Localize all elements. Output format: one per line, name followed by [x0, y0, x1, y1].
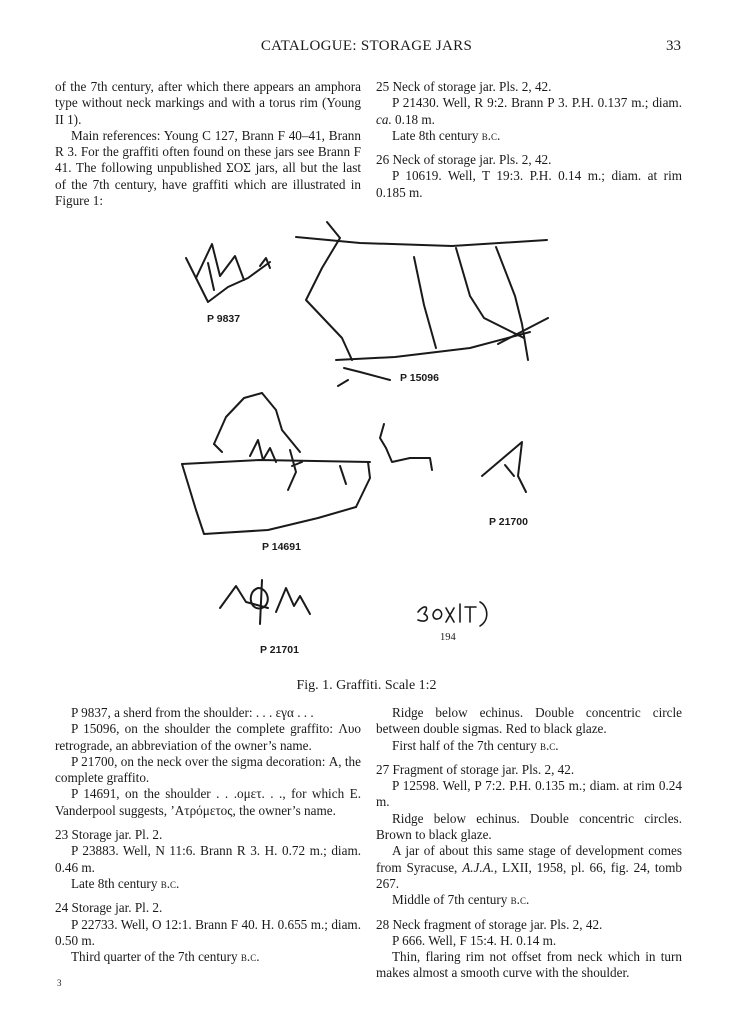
signature-mark: 3: [57, 978, 62, 988]
label-p14691: P 14691: [262, 541, 301, 553]
entry-28-body: P 666. Well, F 15:4. H. 0.14 m.: [392, 932, 557, 948]
sherd-edge-fragment: [380, 424, 432, 470]
label-p21700: P 21700: [489, 516, 528, 528]
sherd-p21701-drawing: [220, 580, 310, 624]
sherd-p9837-drawing: [186, 244, 270, 302]
entry-28-description: Thin, flaring rim not offset from neck which in turn makes almost a smooth curve with the shoulder.: [376, 949, 682, 981]
inscription-194-drawing: [418, 602, 487, 626]
right-column-top: [376, 79, 682, 201]
entry-27-body: P 12598. Well, P 7:2. P.H. 0.135 m.; diam. at rim 0.24 m.: [376, 778, 682, 810]
entry-26-body: P 10619. Well, T 19:3. P.H. 0.14 m.; diam. at rim 0.185 m.: [376, 168, 682, 200]
sherd-p21700-drawing: [482, 442, 526, 492]
paragraph-continuation: of the 7th century, after which there appears an amphora type without neck markings and with a torus rim (Young II 1).: [55, 79, 361, 127]
page-header: [0, 38, 733, 60]
entry-25-title: 25 Neck of storage jar. Pls. 2, 42.: [376, 79, 552, 94]
entry-26-title: 26 Neck of storage jar. Pls. 2, 42.: [376, 152, 552, 168]
sherd-p15096-drawing: [296, 222, 548, 386]
graffito-p9837: P 9837, a sherd from the shoulder: . . . εγα . . .: [71, 705, 314, 720]
entry-26-date: First half of the 7th century b.c.: [392, 737, 559, 753]
entry-27-date: Middle of 7th century b.c.: [392, 892, 530, 908]
figure-caption: Fig. 1. Graffiti. Scale 1:2: [296, 678, 437, 693]
page-number: 33: [666, 38, 681, 54]
entry-24-body: P 22733. Well, O 12:1. Brann F 40. H. 0.655 m.; diam. 0.50 m.: [55, 916, 361, 948]
graffito-p15096: P 15096, on the shoulder the complete graffito: Λυο retrograde, an abbreviation of the owner’s name.: [55, 721, 361, 753]
label-p21701: P 21701: [260, 644, 299, 656]
entry-27-title: 27 Fragment of storage jar. Pls. 2, 42.: [376, 761, 575, 777]
label-p9837: P 9837: [207, 313, 241, 325]
sherd-p14691-drawing: [182, 393, 370, 534]
label-p15096: P 15096: [400, 372, 439, 384]
entry-24-title: 24 Storage jar. Pl. 2.: [55, 900, 163, 916]
running-title: CATALOGUE: STORAGE JARS: [260, 38, 473, 54]
label-194: 194: [440, 632, 456, 643]
left-column-bottom: [55, 705, 361, 965]
left-column-top: [55, 79, 361, 209]
entry-27-comparison: A jar of about this same stage of development comes from Syracuse, A.J.A., LXII, 1958, pl. 66, fig. 24, tomb 267.: [376, 843, 682, 891]
entry-28-title: 28 Neck fragment of storage jar. Pls. 2, 42.: [376, 916, 603, 932]
entry-23-date: Late 8th century b.c.: [71, 875, 180, 891]
graffito-p14691: P 14691, on the shoulder . . .ομετ. . ., for which E. Vanderpool suggests, ’Ατρόμετος, the owner’s name.: [55, 786, 361, 818]
entry-23-title: 23 Storage jar. Pl. 2.: [55, 827, 163, 843]
entry-23-body: P 23883. Well, N 11:6. Brann R 3. H. 0.72 m.; diam. 0.46 m.: [55, 843, 361, 875]
entry-25-date: Late 8th century b.c.: [392, 127, 501, 143]
entry-27-description: Ridge below echinus. Double concentric circles. Brown to black glaze.: [376, 810, 682, 843]
entry-26-description: Ridge below echinus. Double concentric circle between double sigmas. Red to black glaze.: [376, 705, 682, 737]
paragraph-main-references: Main references: Young C 127, Brann F 40–41, Brann R 3. For the graffiti often found on these jars see Brann F 41. The following unpublished ΣΟΣ jars, all but the last of the 7th century, have graffiti which are illustrated in Figure 1:: [55, 127, 361, 209]
graffito-p21700: P 21700, on the neck over the sigma decoration: Α, the complete graffito.: [55, 753, 361, 786]
entry-25-body: P 21430. Well, R 9:2. Brann P 3. P.H. 0.137 m.; diam. ca. 0.18 m.: [376, 95, 682, 127]
entry-24-date: Third quarter of the 7th century b.c.: [71, 949, 260, 965]
right-column-bottom: [376, 705, 682, 982]
